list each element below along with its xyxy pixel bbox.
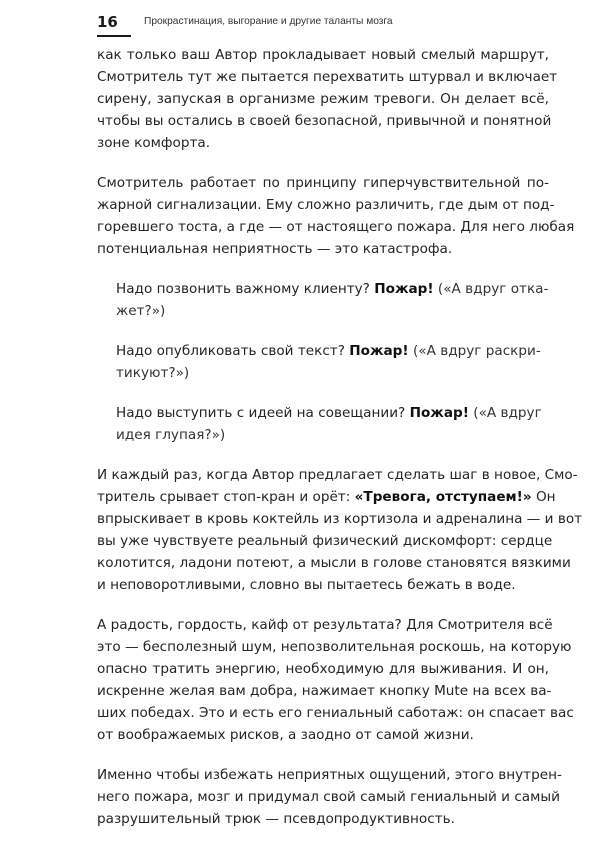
quote-line <box>116 402 549 424</box>
quote-emphasis: Пожар! <box>374 281 434 297</box>
quote-lead: Надо позвонить важному клиенту? <box>116 281 370 297</box>
paragraph-5 <box>97 764 562 830</box>
text-line: Именно чтобы избежать неприятных ощущений, этого внутрен- <box>97 767 562 783</box>
text-line: ших победах. Это и есть его гениальный саботаж: он спасает вас <box>97 705 574 721</box>
quote-lead: Надо опубликовать свой текст? <box>116 343 345 359</box>
text-line: как только ваш Автор прокладывает новый смелый маршрут, <box>97 47 549 63</box>
text-line: зоне комфорта. <box>97 135 211 151</box>
text-lead: тритель срывает стоп-кран и орёт: <box>97 489 351 505</box>
text-line <box>97 486 556 508</box>
quote-emphasis: Пожар! <box>349 343 409 359</box>
text-line: впрыскивает в кровь коктейль из кортизола и адреналина — и вот <box>97 511 583 527</box>
text-line: сирену, запуская в организме режим тревоги. Он делает всё, <box>97 91 549 107</box>
quote-line <box>116 278 549 300</box>
text-line: И каждый раз, когда Автор предлагает сделать шаг в новое, Смо- <box>97 467 578 483</box>
quote-item-meeting-idea <box>116 402 549 446</box>
page-header <box>97 12 567 42</box>
running-head: Прокрастинация, выгорание и другие таланты мозга <box>144 16 393 27</box>
text-line: Смотритель работает по принципу гиперчувствительной по- <box>97 175 549 191</box>
text-line: от воображаемых рисков, а заодно от самой жизни. <box>97 727 474 743</box>
text-line: горевшего тоста, а где — от настоящего пожара. Для него любая <box>97 219 575 235</box>
quote-line: идея глупая?») <box>116 427 226 443</box>
text-line: него пожара, мозг и придумал свой самый гениальный и самый <box>97 789 560 805</box>
text-line: опасно тратить энергию, необходимую для выживания. И он, <box>97 661 549 677</box>
text-line: чтобы вы остались в своей безопасной, привычной и понятной <box>97 113 552 129</box>
quote-line: жет?») <box>116 303 166 319</box>
paragraph-3 <box>97 464 583 596</box>
quote-lead: Надо выступить с идеей на совещании? <box>116 405 406 421</box>
quote-item-call-client <box>116 278 549 322</box>
quote-emphasis: Пожар! <box>409 405 469 421</box>
text-line: и неповоротливыми, словно вы пытаетесь бежать в воде. <box>97 577 516 593</box>
text-tail: Он <box>535 489 556 505</box>
paragraph-4 <box>97 614 574 746</box>
text-line: вы уже чувствуете реальный физический дискомфорт: сердце <box>97 533 553 549</box>
page-number: 16 <box>97 13 118 31</box>
text-line: жарной сигнализации. Ему сложно различить, где дым от под- <box>97 197 555 213</box>
paragraph-1 <box>97 44 558 154</box>
quote-tail: («А вдруг раскри- <box>412 343 541 359</box>
text-line: это — бесполезный шум, непозволительная роскошь, на которую <box>97 639 572 655</box>
body-text <box>97 44 583 848</box>
text-line: потенциальная неприятность — это катастрофа. <box>97 241 453 257</box>
page-number-underline <box>97 35 131 37</box>
text-line: колотится, ладони потеют, а мысли в голове становятся вязкими <box>97 555 571 571</box>
quote-item-publish-text <box>116 340 549 384</box>
text-line: искренне желая вам добра, нажимает кнопку Mute на всех ва- <box>97 683 552 699</box>
quote-tail: («А вдруг <box>473 405 542 421</box>
text-line: Смотритель тут же пытается перехватить штурвал и включает <box>97 69 558 85</box>
quote-tail: («А вдруг отка- <box>437 281 549 297</box>
text-line: А радость, гордость, кайф от результата? Для Смотрителя всё <box>97 617 553 633</box>
quote-line: тикуют?») <box>116 365 190 381</box>
quote-line <box>116 340 549 362</box>
emphasis-retreat: «Тревога, отступаем!» <box>354 489 532 505</box>
text-line: разрушительный трюк — псевдопродуктивность. <box>97 811 455 827</box>
paragraph-2 <box>97 172 575 260</box>
